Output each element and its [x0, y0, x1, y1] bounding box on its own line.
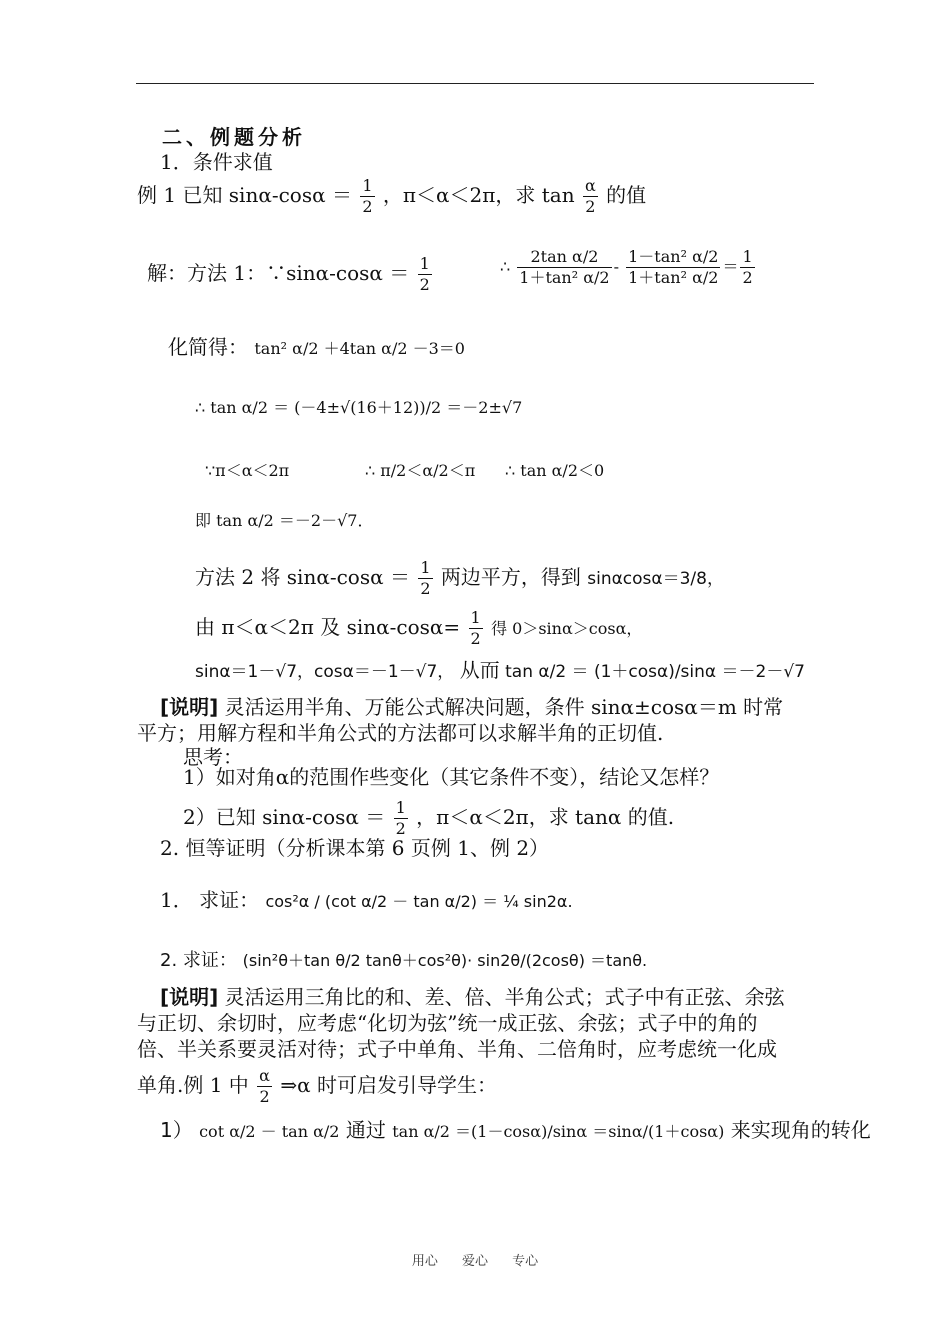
think-q1: 1）如对角α的范围作些变化（其它条件不变），结论又怎样？ — [183, 765, 720, 789]
simplify-line: 化简得： tan² α/2 ＋4tan α/2 －3＝0 — [168, 335, 465, 359]
note-1-line-1: [说明] 灵活运用半角、万能公式解决问题，条件 sinα±cosα＝m 时常 — [160, 695, 784, 719]
result-line: sinα＝1－√7，cosα＝－1－√7， 从而 tan α/2 ＝ (1＋cosα)/sinα ＝－2－√7 — [195, 658, 805, 682]
page-footer: 用心 爱心 专心 — [411, 1254, 539, 1269]
from-line: 由 π＜α＜2π 及 sinα-cosα= $\frac{1}{2}$ 得 0＞sinα＞cosα， — [195, 608, 643, 648]
note-2-line-3: 倍、半关系要灵活对待；式子中单角、半角、二倍角时，应考虑统一化成 — [137, 1037, 777, 1061]
range-line-3: ∴ tan α/2＜0 — [505, 461, 605, 480]
conversion-line: 1） cot α/2 － tan α/2 通过 tan α/2 ＝(1－cosα)/sinα ＝sinα/(1＋cosα) 来实现角的转化 — [160, 1118, 871, 1142]
answer-line: 即 tan α/2 ＝－2－√7． — [195, 511, 374, 530]
note-1-line-2: 平方；用解方程和半角公式的方法都可以求解半角的正切值. — [137, 721, 664, 745]
range-line-1: ∵π＜α＜2π — [205, 461, 290, 480]
universal-formula: ∴ $\frac{\text{2tan α/2}}{\text{1＋tan² α/2}}$ - $\frac{\text{1－tan² α/2}}{\text{1＋tan² α/2}}$ ＝ $\frac{1}{2}$ — [500, 247, 753, 287]
method-2: 方法 2 将 sinα-cosα ＝ $\frac{1}{2}$ 两边平方，得到 sinαcosα＝3/8， — [195, 558, 724, 598]
note-2-line-4: 单角.例 1 中 $\frac{\alpha}{2}$ ⇒α 时可启发引导学生： — [137, 1066, 497, 1106]
solution-method-1: 解：方法 1：∵sinα-cosα ＝ $\frac{1}{2}$ — [147, 254, 430, 294]
header-rule — [136, 83, 814, 84]
example-1: 例 1 已知 sinα-cosα ＝ $\frac{1}{2}$ ，π＜α＜2π，求 tan $\frac{\alpha}{2}$ 的值 — [137, 176, 647, 216]
root-line: ∴ tan α/2 ＝ (－4±√(16＋12))/2 ＝－2±√7 — [195, 398, 523, 417]
think-q2: 2）已知 sinα-cosα ＝ $\frac{1}{2}$ ，π＜α＜2π，求 tanα 的值. — [183, 798, 675, 838]
range-line-2: ∴ π/2＜α/2＜π — [365, 461, 476, 480]
subsection-2: 2. 恒等证明（分析课本第 6 页例 1、例 2） — [160, 836, 550, 860]
note-2-line-2: 与正切、余切时，应考虑“化切为弦”统一成正弦、余弦；式子中的角的 — [137, 1011, 758, 1035]
note-2-line-1: [说明] 灵活运用三角比的和、差、倍、半角公式；式子中有正弦、余弦 — [160, 985, 785, 1009]
fraction-half: $\frac{1}{2}$ — [362, 176, 373, 216]
section-title: 二、例题分析 — [162, 125, 306, 149]
think-label: 思考： — [183, 745, 243, 769]
subsection-1: 1．条件求值 — [160, 150, 273, 174]
proof-1: 1． 求证： cos²α / (cot α/2 － tan α/2) ＝ ¼ sin2α. — [160, 888, 573, 912]
proof-2: 2. 求证： (sin²θ＋tan θ/2 tanθ＋cos²θ)· sin2θ/(2cosθ) ＝tanθ. — [160, 950, 648, 971]
